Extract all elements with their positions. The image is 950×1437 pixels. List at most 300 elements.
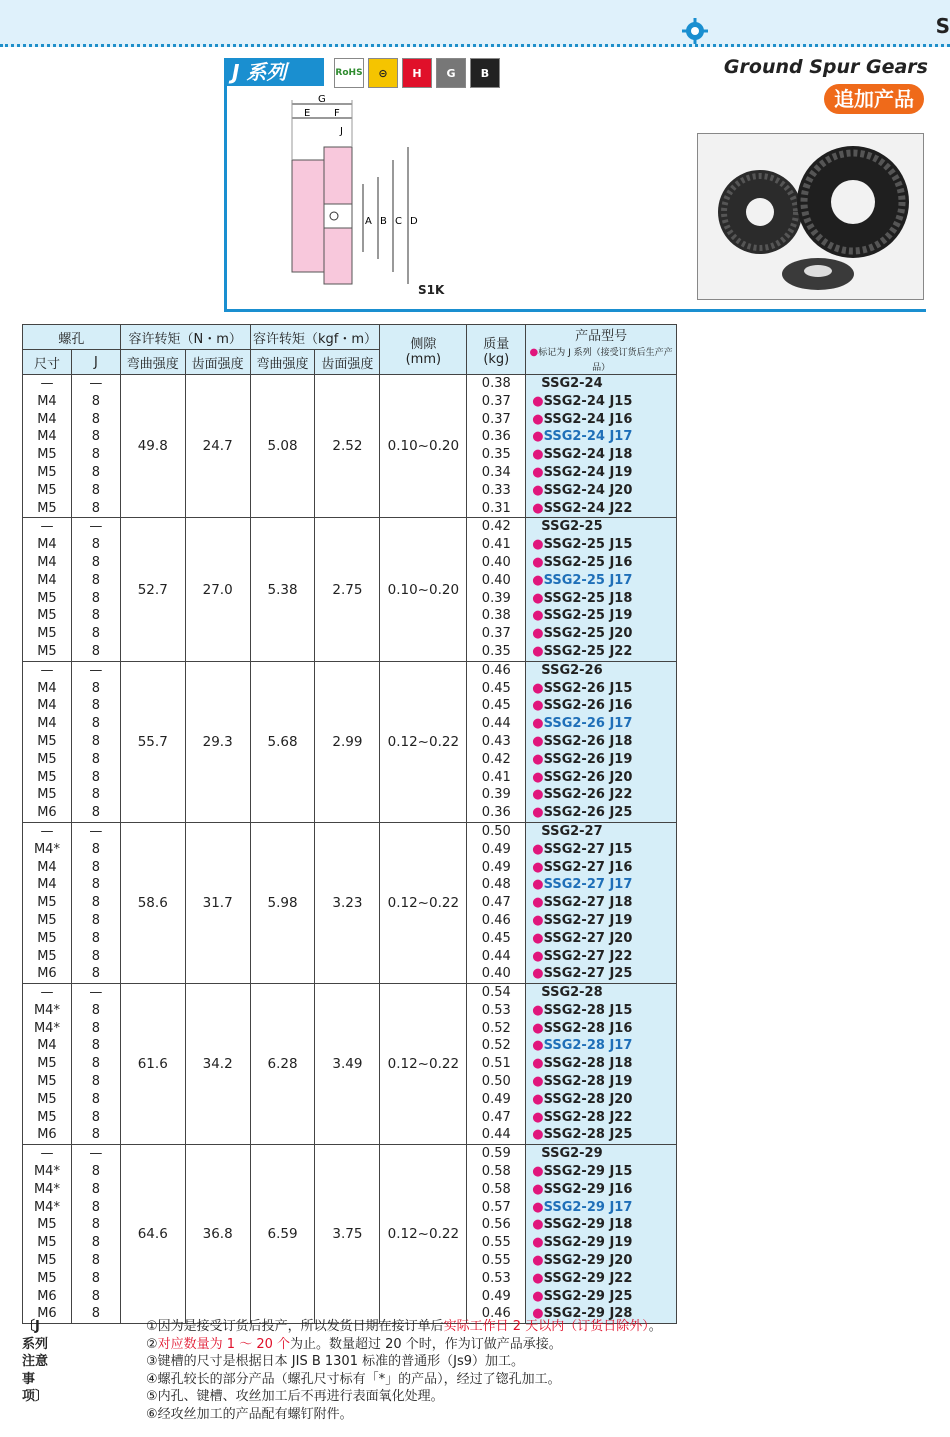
screw-size [23, 518, 72, 661]
mass-value-item: 0.48 [481, 877, 511, 893]
j-series-dot-icon: ● [532, 643, 544, 659]
mass-value-item: 0.49 [481, 1288, 511, 1304]
screw-size-item: M5 [37, 930, 57, 946]
dim-e: E [304, 108, 311, 119]
j-value-item: 8 [91, 751, 100, 767]
j-value-item: 8 [91, 643, 100, 659]
model-code: SSG2-28 J17 [543, 1038, 633, 1054]
model-row [532, 1002, 676, 1020]
screw-size-item: — [40, 662, 54, 678]
product-model [526, 375, 677, 518]
screw-size-item: M5 [37, 1217, 57, 1233]
j-value-item: 8 [91, 1002, 100, 1018]
screw-size-item: M5 [37, 1074, 57, 1090]
j-series-dot-icon: ● [532, 537, 544, 553]
j-series-dot-icon: ● [532, 751, 544, 767]
model-row [532, 1252, 676, 1270]
j-series-dot-icon: ● [532, 1199, 544, 1215]
model-code: SSG2-28 [541, 985, 603, 1001]
j-value-item: 8 [91, 1235, 100, 1251]
screw-size-item: M5 [37, 787, 57, 803]
model-row [532, 948, 676, 966]
mass-value-item: 0.42 [481, 751, 511, 767]
header-tooth-nm: 齿面强度 [185, 350, 250, 375]
tooth-strength-kgf: 2.75 [315, 518, 380, 661]
note-item: ⑥经攻丝加工的产品配有螺钉附件。 [146, 1406, 353, 1422]
tooth-strength-nm: 36.8 [185, 1145, 250, 1324]
j-value-item: 8 [91, 1164, 100, 1180]
j-value-item: — [89, 519, 103, 535]
j-value-item: 8 [91, 626, 100, 642]
model-code: SSG2-25 J20 [543, 626, 633, 642]
mass-value-item: 0.52 [481, 1020, 511, 1036]
j-value-item: 8 [91, 716, 100, 732]
j-series-dot-icon: ● [532, 787, 544, 803]
j-value-item: 8 [91, 1270, 100, 1286]
backlash-value: 0.10~0.20 [380, 518, 467, 661]
j-value [71, 984, 120, 1145]
model-code: SSG2-27 J19 [543, 912, 633, 928]
tooth-strength-nm: 34.2 [185, 984, 250, 1145]
header-bend-nm: 弯曲强度 [120, 350, 185, 375]
model-row [532, 590, 676, 608]
model-row [532, 554, 676, 572]
j-value-item: 8 [91, 805, 100, 821]
mass-value-item: 0.45 [481, 698, 511, 714]
j-value-item: 8 [91, 411, 100, 427]
model-code: SSG2-24 J18 [543, 447, 633, 463]
screw-size-item: M4 [37, 698, 57, 714]
gear-photo [697, 133, 924, 300]
model-row [532, 1163, 676, 1181]
mass-value-item: 0.36 [481, 429, 511, 445]
j-series-dot-icon: ● [532, 1181, 544, 1197]
j-value-item: 8 [91, 733, 100, 749]
model-code: SSG2-24 J15 [543, 393, 633, 409]
bend-strength-nm: 64.6 [120, 1145, 185, 1324]
j-value-item: — [89, 376, 103, 391]
model-row [532, 1109, 676, 1127]
screw-size-item: M5 [37, 1235, 57, 1251]
j-series-dot-icon: ● [532, 716, 544, 732]
j-series-dot-icon: ● [532, 464, 544, 480]
model-row [532, 572, 676, 590]
mass-value-item: 0.33 [481, 482, 511, 498]
screw-size-item: M4* [33, 1181, 60, 1197]
bend-strength-kgf: 6.28 [250, 984, 315, 1145]
j-series-dot-icon: ● [532, 1253, 544, 1269]
j-series-dot-icon: ● [532, 447, 544, 463]
screw-size-item: M5 [37, 643, 57, 659]
model-row [532, 1288, 676, 1306]
screw-size-item: M4 [37, 537, 57, 553]
j-series-dot-icon: ● [532, 1109, 544, 1125]
mass-value-item: 0.39 [481, 590, 511, 606]
j-value-item: 8 [91, 1056, 100, 1072]
backlash-value: 0.10~0.20 [380, 375, 467, 518]
model-row [532, 375, 676, 393]
model-code: SSG2-26 J20 [543, 769, 633, 785]
model-code: SSG2-29 J15 [543, 1164, 633, 1180]
model-row [532, 984, 676, 1002]
model-row [532, 786, 676, 804]
mass-value [467, 661, 526, 822]
product-model [526, 661, 677, 822]
mass-value-item: 0.58 [481, 1181, 511, 1197]
model-code: SSG2-24 J16 [543, 411, 633, 427]
j-series-dot-icon [532, 824, 541, 839]
j-value [71, 661, 120, 822]
mass-value-item: 0.50 [481, 823, 511, 839]
bend-strength-nm: 55.7 [120, 661, 185, 822]
j-series-dot-icon [532, 663, 541, 678]
model-code: SSG2-27 J18 [543, 895, 633, 911]
added-product-badge: 追加产品 [824, 84, 924, 114]
screw-size-item: M4* [33, 1002, 60, 1018]
product-model [526, 984, 677, 1145]
spec-table [22, 324, 677, 1324]
dim-g: G [318, 94, 326, 105]
mass-value-item: 0.40 [481, 554, 511, 570]
j-value-item: 8 [91, 1181, 100, 1197]
j-value-item: 8 [91, 1038, 100, 1054]
table-row-group [23, 661, 677, 822]
table-row-group [23, 984, 677, 1145]
backlash-value: 0.12~0.22 [380, 822, 467, 983]
mass-value [467, 822, 526, 983]
model-row [532, 1199, 676, 1217]
screw-size-item: M4 [37, 877, 57, 893]
mass-value-item: 0.59 [481, 1146, 511, 1162]
j-value-item: 8 [91, 895, 100, 911]
gear-icon [682, 18, 708, 44]
mass-value-item: 0.46 [481, 912, 511, 928]
model-code: SSG2-29 J18 [543, 1217, 633, 1233]
model-row [532, 393, 676, 411]
model-row [532, 625, 676, 643]
screw-size-item: M5 [37, 500, 57, 516]
tooth-strength-nm: 27.0 [185, 518, 250, 661]
mass-value-item: 0.41 [481, 769, 511, 785]
j-series-dot-icon: ● [532, 1074, 544, 1090]
j-series-dot-icon: ● [532, 1288, 544, 1304]
mass-value [467, 984, 526, 1145]
bend-strength-kgf: 6.59 [250, 1145, 315, 1324]
j-series-dot-icon: ● [532, 1306, 544, 1322]
model-row [532, 876, 676, 894]
mass-value-item: 0.39 [481, 787, 511, 803]
j-value-item: 8 [91, 966, 100, 982]
screw-size-item: M4 [37, 1038, 57, 1054]
dim-a: A [365, 216, 372, 227]
j-series-dot-icon: ● [532, 1217, 544, 1233]
model-code: SSG2-25 [541, 519, 603, 535]
model-row [532, 1126, 676, 1144]
j-series-dot-icon: ● [532, 500, 544, 516]
model-code: SSG2-27 J16 [543, 859, 633, 875]
mass-value-item: 0.44 [481, 948, 511, 964]
note-item: ③键槽的尺寸是根据日本 JIS B 1301 标准的普通形（Js9）加工。 [146, 1354, 524, 1370]
note-item: ⑤内孔、键槽、攻丝加工后不再进行表面氧化处理。 [146, 1389, 444, 1405]
j-series-dot-icon: ● [532, 1038, 544, 1054]
mass-value-item: 0.37 [481, 411, 511, 427]
j-value-item: 8 [91, 930, 100, 946]
j-series-dot-icon: ● [532, 948, 544, 964]
j-value [71, 518, 120, 661]
mass-value-item: 0.37 [481, 393, 511, 409]
j-series-dot-icon: ● [532, 698, 544, 714]
mass-value-item: 0.55 [481, 1235, 511, 1251]
j-value-item: — [89, 985, 103, 1001]
j-value-item: 8 [91, 877, 100, 893]
mass-value-item: 0.31 [481, 500, 511, 516]
model-code: SSG2-26 J17 [543, 716, 633, 732]
j-value-item: 8 [91, 912, 100, 928]
j-series-dot-icon: ● [532, 680, 544, 696]
tooth-strength-kgf: 2.52 [315, 375, 380, 518]
page-title: Ground Spur Gears [723, 56, 928, 78]
model-code: SSG2-25 J17 [543, 572, 633, 588]
header-j: J [71, 350, 120, 375]
bend-strength-nm: 52.7 [120, 518, 185, 661]
model-code: SSG2-27 J22 [543, 948, 633, 964]
screw-size [23, 375, 72, 518]
j-value-item: — [89, 1146, 103, 1162]
model-code: SSG2-25 J18 [543, 590, 633, 606]
mass-value-item: 0.58 [481, 1164, 511, 1180]
j-value-item: 8 [91, 1020, 100, 1036]
j-series-dot-icon: ● [532, 429, 544, 445]
model-row [532, 1270, 676, 1288]
dim-c: C [395, 216, 402, 227]
j-value-item: 8 [91, 948, 100, 964]
screw-size-item: M6 [37, 1288, 57, 1304]
header-backlash: 侧隙 (mm) [380, 325, 467, 375]
j-value-item: 8 [91, 608, 100, 624]
gear-section-diagram [268, 92, 438, 297]
mass-value-item: 0.44 [481, 716, 511, 732]
mass-value [467, 518, 526, 661]
model-row [532, 1181, 676, 1199]
screw-size [23, 661, 72, 822]
j-series-dot-icon: ● [532, 1002, 544, 1018]
bend-strength-nm: 49.8 [120, 375, 185, 518]
j-series-dot-icon: ● [532, 590, 544, 606]
bend-strength-nm: 61.6 [120, 984, 185, 1145]
mass-value-item: 0.49 [481, 841, 511, 857]
model-code: SSG2-29 J22 [543, 1270, 633, 1286]
j-series-dot-icon: ● [532, 841, 544, 857]
mass-value-item: 0.57 [481, 1199, 511, 1215]
mass-value-item: 0.46 [481, 1306, 511, 1322]
bend-strength-nm: 58.6 [120, 822, 185, 983]
model-code: SSG2-27 J17 [543, 877, 633, 893]
model-row [532, 965, 676, 983]
mass-value [467, 375, 526, 518]
model-row [532, 841, 676, 859]
product-model [526, 822, 677, 983]
j-series-dot-icon: ● [532, 859, 544, 875]
screw-size-item: M4* [33, 1164, 60, 1180]
model-row [532, 751, 676, 769]
model-row [532, 1037, 676, 1055]
j-value-item: 8 [91, 680, 100, 696]
j-value-item: 8 [91, 393, 100, 409]
j-value-item: 8 [91, 1199, 100, 1215]
model-code: SSG2-29 J28 [543, 1306, 633, 1322]
screw-size-item: M4 [37, 411, 57, 427]
header-mass: 质量 (kg) [467, 325, 526, 375]
screw-size-item: M5 [37, 590, 57, 606]
screw-size-item: M6 [37, 966, 57, 982]
mass-value-item: 0.54 [481, 985, 511, 1001]
model-code: SSG2-26 J18 [543, 733, 633, 749]
mass-value-item: 0.50 [481, 1074, 511, 1090]
backlash-value: 0.12~0.22 [380, 984, 467, 1145]
model-code: SSG2-29 J20 [543, 1253, 633, 1269]
j-series-dot-icon [532, 1146, 541, 1161]
mass-value-item: 0.47 [481, 895, 511, 911]
tooth-strength-kgf: 3.49 [315, 984, 380, 1145]
model-code: SSG2-29 J17 [543, 1199, 633, 1215]
j-value-item: 8 [91, 1074, 100, 1090]
model-row [532, 1091, 676, 1109]
screw-size-item: M4 [37, 716, 57, 732]
screw-size-item: — [40, 985, 54, 1001]
model-row [532, 446, 676, 464]
screw-size-item: — [40, 823, 54, 839]
model-row [532, 1020, 676, 1038]
series-badge: J 系列 [224, 58, 324, 86]
header-torque-kgf: 容许转矩（kgf・m） [250, 325, 380, 350]
mass-value [467, 1145, 526, 1324]
dim-b: B [380, 216, 387, 227]
j-series-dot-icon: ● [532, 733, 544, 749]
model-code: SSG2-28 J15 [543, 1002, 633, 1018]
j-series-dot-icon: ● [532, 930, 544, 946]
model-row [532, 662, 676, 680]
j-series-dot-icon: ● [532, 1235, 544, 1251]
screw-size-item: M5 [37, 1056, 57, 1072]
bend-strength-kgf: 5.08 [250, 375, 315, 518]
j-value-item: 8 [91, 769, 100, 785]
j-series-dot-icon: ● [532, 1091, 544, 1107]
model-row [532, 500, 676, 518]
tooth-strength-nm: 24.7 [185, 375, 250, 518]
j-series-dot-icon: ● [532, 1164, 544, 1180]
j-value-item: 8 [91, 698, 100, 714]
model-row [532, 823, 676, 841]
model-row [532, 428, 676, 446]
feature-icons [334, 58, 500, 88]
j-series-dot-icon: ● [532, 895, 544, 911]
j-value-item: 8 [91, 1091, 100, 1107]
model-code: SSG2-24 [541, 376, 603, 391]
screw-size-item: M5 [37, 1091, 57, 1107]
tooth-strength-kgf: 3.23 [315, 822, 380, 983]
j-series-dot-icon: ● [532, 912, 544, 928]
bend-strength-kgf: 5.68 [250, 661, 315, 822]
model-row [532, 769, 676, 787]
j-series-dot-icon: ● [532, 1127, 544, 1143]
model-code: SSG2-24 J19 [543, 464, 633, 480]
product-model [526, 1145, 677, 1324]
mass-value-item: 0.38 [481, 608, 511, 624]
note-item: ②对应数量为 1 ～ 20 个为止。数量超过 20 个时，作为订做产品承接。 [146, 1336, 562, 1352]
model-code: SSG2-27 [541, 823, 603, 839]
model-row [532, 715, 676, 733]
mass-value-item: 0.42 [481, 519, 511, 535]
j-series-dot-icon: ● [532, 769, 544, 785]
screw-size-item: M5 [37, 626, 57, 642]
mass-value-item: 0.51 [481, 1056, 511, 1072]
top-banner [0, 0, 950, 47]
j-value-item: 8 [91, 554, 100, 570]
j-series-dot-icon: ● [532, 805, 544, 821]
mass-value-item: 0.52 [481, 1038, 511, 1054]
model-code: SSG2-27 J25 [543, 966, 633, 982]
j-value [71, 375, 120, 518]
model-row [532, 1055, 676, 1073]
model-code: SSG2-25 J22 [543, 643, 633, 659]
model-row [532, 733, 676, 751]
backlash-value: 0.12~0.22 [380, 661, 467, 822]
model-code: SSG2-28 J18 [543, 1056, 633, 1072]
mass-value-item: 0.56 [481, 1217, 511, 1233]
mass-value-item: 0.35 [481, 447, 511, 463]
model-code: SSG2-24 J17 [543, 429, 633, 445]
j-series-dot-icon [532, 985, 541, 1000]
model-code: SSG2-29 [541, 1146, 603, 1162]
mass-value-item: 0.36 [481, 805, 511, 821]
screw-size-item: M5 [37, 912, 57, 928]
j-value-item: 8 [91, 1253, 100, 1269]
tooth-strength-kgf: 2.99 [315, 661, 380, 822]
j-value-item: 8 [91, 572, 100, 588]
tooth-strength-nm: 31.7 [185, 822, 250, 983]
rohs-icon: RoHS [334, 58, 364, 88]
mass-value-item: 0.45 [481, 680, 511, 696]
model-code: SSG2-28 J19 [543, 1074, 633, 1090]
table-row-group [23, 375, 677, 518]
j-series-dot-icon: ● [532, 877, 544, 893]
screw-size-item: M5 [37, 1109, 57, 1125]
note-item: ①因为是接受订货后投产，所以发货日期在接订单后实际工作日 2 天以内（订货日除外）。 [146, 1319, 662, 1334]
model-row [532, 859, 676, 877]
header-size: 尺寸 [23, 350, 72, 375]
screw-size-item: M6 [37, 805, 57, 821]
model-row [532, 464, 676, 482]
j-value-item: 8 [91, 1109, 100, 1125]
page-code: S [935, 14, 950, 38]
j-series-dot-icon: ● [532, 1056, 544, 1072]
h-hardened-icon: H [402, 58, 432, 88]
j-value-item: 8 [91, 1217, 100, 1233]
screw-size-item: M5 [37, 1253, 57, 1269]
b-black-icon: B [470, 58, 500, 88]
dim-f: F [334, 108, 340, 119]
screw-size [23, 822, 72, 983]
model-row [532, 643, 676, 661]
model-code: SSG2-25 J16 [543, 554, 633, 570]
screw-size-item: M4 [37, 572, 57, 588]
j-value-item: 8 [91, 537, 100, 553]
model-row [532, 1073, 676, 1091]
bend-strength-kgf: 5.98 [250, 822, 315, 983]
table-row-group [23, 1145, 677, 1324]
model-code: SSG2-29 J25 [543, 1288, 633, 1304]
screw-size-item: M4* [33, 1020, 60, 1036]
